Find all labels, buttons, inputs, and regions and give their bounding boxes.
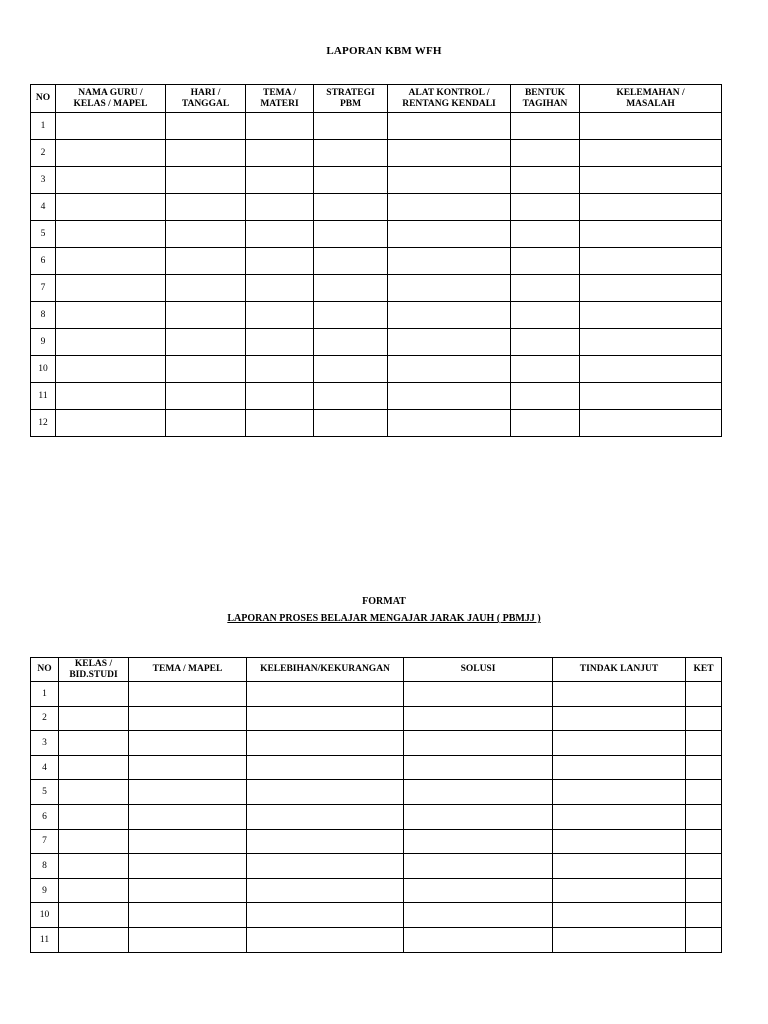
empty-cell[interactable]	[553, 804, 686, 829]
report1-col-header	[314, 85, 388, 113]
empty-cell[interactable]	[56, 383, 166, 410]
row-number: 7	[31, 829, 59, 854]
empty-cell[interactable]	[511, 356, 580, 383]
empty-cell[interactable]	[314, 275, 388, 302]
empty-cell[interactable]	[511, 194, 580, 221]
report2-col-header-line: TEMA / MAPEL	[152, 664, 223, 674]
empty-cell[interactable]	[56, 248, 166, 275]
empty-cell[interactable]	[686, 903, 722, 928]
empty-cell[interactable]	[388, 167, 511, 194]
empty-cell[interactable]	[553, 854, 686, 879]
empty-cell[interactable]	[129, 755, 247, 780]
row-number: 9	[31, 878, 59, 903]
empty-cell[interactable]	[246, 140, 314, 167]
empty-cell[interactable]	[166, 113, 246, 140]
report1-col-header-line: PBM	[339, 98, 362, 109]
report2-col-header	[59, 658, 129, 682]
report1-col-header-line: TEMA /	[263, 87, 296, 98]
empty-cell[interactable]	[388, 140, 511, 167]
empty-cell[interactable]	[580, 167, 722, 194]
empty-cell[interactable]	[511, 275, 580, 302]
empty-cell[interactable]	[246, 329, 314, 356]
report2-body	[31, 682, 722, 953]
table-row	[31, 780, 722, 805]
empty-cell[interactable]	[686, 878, 722, 903]
empty-cell[interactable]	[59, 903, 129, 928]
empty-cell[interactable]	[246, 275, 314, 302]
report1-col-header-line: ALAT KONTROL /	[408, 87, 490, 98]
empty-cell[interactable]	[56, 329, 166, 356]
empty-cell[interactable]	[129, 780, 247, 805]
empty-cell[interactable]	[56, 221, 166, 248]
empty-cell[interactable]	[56, 356, 166, 383]
empty-cell[interactable]	[314, 356, 388, 383]
empty-cell[interactable]	[56, 302, 166, 329]
empty-cell[interactable]	[404, 829, 553, 854]
empty-cell[interactable]	[388, 329, 511, 356]
empty-cell[interactable]	[247, 706, 404, 731]
table-row	[31, 167, 722, 194]
empty-cell[interactable]	[580, 356, 722, 383]
report2-col-header-line: KELEBIHAN/KEKURANGAN	[260, 664, 390, 674]
empty-cell[interactable]	[59, 804, 129, 829]
report1-col-header-line: RENTANG KENDALI	[402, 98, 496, 109]
empty-cell[interactable]	[388, 383, 511, 410]
report1-col-header-line: TANGGAL	[181, 98, 230, 109]
empty-cell[interactable]	[686, 755, 722, 780]
empty-cell[interactable]	[166, 383, 246, 410]
empty-cell[interactable]	[404, 854, 553, 879]
empty-cell[interactable]	[247, 682, 404, 707]
empty-cell[interactable]	[686, 854, 722, 879]
empty-cell[interactable]	[686, 706, 722, 731]
report1-col-header-line: KELAS / MAPEL	[73, 98, 148, 109]
empty-cell[interactable]	[511, 383, 580, 410]
empty-cell[interactable]	[580, 383, 722, 410]
table-row	[31, 140, 722, 167]
empty-cell[interactable]	[246, 194, 314, 221]
empty-cell[interactable]	[553, 829, 686, 854]
empty-cell[interactable]	[166, 356, 246, 383]
report1-col-header	[580, 85, 722, 113]
report1-col-header	[31, 85, 56, 113]
report2-header-row	[31, 658, 722, 682]
empty-cell[interactable]	[166, 167, 246, 194]
row-number: 10	[31, 356, 56, 383]
report1-col-header	[56, 85, 166, 113]
empty-cell[interactable]	[686, 829, 722, 854]
table-row	[31, 248, 722, 275]
empty-cell[interactable]	[580, 248, 722, 275]
report2-col-header-line: KELAS /	[74, 658, 113, 669]
empty-cell[interactable]	[404, 780, 553, 805]
row-number: 6	[31, 804, 59, 829]
empty-cell[interactable]	[247, 927, 404, 952]
report1-col-header	[388, 85, 511, 113]
empty-cell[interactable]	[56, 113, 166, 140]
empty-cell[interactable]	[388, 221, 511, 248]
table-row	[31, 194, 722, 221]
empty-cell[interactable]	[56, 275, 166, 302]
table-row	[31, 329, 722, 356]
empty-cell[interactable]	[56, 194, 166, 221]
empty-cell[interactable]	[166, 248, 246, 275]
empty-cell[interactable]	[247, 731, 404, 756]
row-number: 1	[31, 682, 59, 707]
table-row	[31, 854, 722, 879]
empty-cell[interactable]	[56, 167, 166, 194]
report1-col-header-line: MASALAH	[626, 98, 675, 109]
report2-table	[30, 657, 722, 953]
empty-cell[interactable]	[404, 804, 553, 829]
empty-cell[interactable]	[166, 329, 246, 356]
report1-header-row	[31, 85, 722, 113]
empty-cell[interactable]	[388, 113, 511, 140]
report1-col-header-line: NAMA GURU /	[78, 87, 143, 98]
empty-cell[interactable]	[314, 302, 388, 329]
format-label: FORMAT	[362, 596, 406, 607]
table-row	[31, 383, 722, 410]
empty-cell[interactable]	[404, 706, 553, 731]
report2-col-header-line: TINDAK LANJUT	[579, 664, 659, 674]
row-number: 2	[31, 706, 59, 731]
row-number: 7	[31, 275, 56, 302]
report2-col-header	[31, 658, 59, 682]
empty-cell[interactable]	[129, 878, 247, 903]
empty-cell[interactable]	[388, 302, 511, 329]
empty-cell[interactable]	[388, 194, 511, 221]
empty-cell[interactable]	[129, 731, 247, 756]
empty-cell[interactable]	[388, 275, 511, 302]
empty-cell[interactable]	[59, 878, 129, 903]
report1-col-header-line: TAGIHAN	[522, 98, 568, 109]
report1-col-header-line: BENTUK	[524, 87, 566, 98]
empty-cell[interactable]	[246, 356, 314, 383]
empty-cell[interactable]	[166, 410, 246, 437]
empty-cell[interactable]	[580, 410, 722, 437]
empty-cell[interactable]	[511, 248, 580, 275]
row-number: 5	[31, 780, 59, 805]
empty-cell[interactable]	[553, 903, 686, 928]
report2-col-header-line: NO	[37, 664, 52, 674]
empty-cell[interactable]	[511, 302, 580, 329]
empty-cell[interactable]	[553, 755, 686, 780]
empty-cell[interactable]	[511, 113, 580, 140]
empty-cell[interactable]	[59, 780, 129, 805]
empty-cell[interactable]	[166, 275, 246, 302]
report2-col-header	[404, 658, 553, 682]
empty-cell[interactable]	[553, 927, 686, 952]
empty-cell[interactable]	[314, 329, 388, 356]
empty-cell[interactable]	[553, 682, 686, 707]
row-number: 3	[31, 167, 56, 194]
row-number: 6	[31, 248, 56, 275]
empty-cell[interactable]	[56, 140, 166, 167]
empty-cell[interactable]	[314, 383, 388, 410]
empty-cell[interactable]	[553, 878, 686, 903]
empty-cell[interactable]	[553, 780, 686, 805]
table-row	[31, 878, 722, 903]
report1-body	[31, 113, 722, 437]
empty-cell[interactable]	[388, 248, 511, 275]
empty-cell[interactable]	[404, 878, 553, 903]
empty-cell[interactable]	[246, 167, 314, 194]
empty-cell[interactable]	[404, 755, 553, 780]
table-row	[31, 221, 722, 248]
empty-cell[interactable]	[388, 410, 511, 437]
empty-cell[interactable]	[580, 113, 722, 140]
empty-cell[interactable]	[247, 903, 404, 928]
row-number: 5	[31, 221, 56, 248]
table-row	[31, 275, 722, 302]
table-row	[31, 927, 722, 952]
empty-cell[interactable]	[511, 221, 580, 248]
report2-col-header	[686, 658, 722, 682]
empty-cell[interactable]	[553, 731, 686, 756]
table-row	[31, 356, 722, 383]
report2-title: LAPORAN PROSES BELAJAR MENGAJAR JARAK JAUH ( PBMJJ )	[227, 613, 541, 624]
empty-cell[interactable]	[686, 731, 722, 756]
empty-cell[interactable]	[129, 903, 247, 928]
empty-cell[interactable]	[580, 302, 722, 329]
empty-cell[interactable]	[129, 927, 247, 952]
empty-cell[interactable]	[247, 755, 404, 780]
empty-cell[interactable]	[388, 356, 511, 383]
empty-cell[interactable]	[246, 113, 314, 140]
empty-cell[interactable]	[129, 804, 247, 829]
empty-cell[interactable]	[580, 275, 722, 302]
empty-cell[interactable]	[59, 706, 129, 731]
empty-cell[interactable]	[247, 780, 404, 805]
empty-cell[interactable]	[247, 854, 404, 879]
report2-col-header-line: BID.STUDI	[69, 669, 118, 680]
report1-col-header	[246, 85, 314, 113]
report1-col-header-line: MATERI	[260, 98, 299, 109]
empty-cell[interactable]	[59, 829, 129, 854]
empty-cell[interactable]	[686, 927, 722, 952]
table-row	[31, 804, 722, 829]
empty-cell[interactable]	[166, 302, 246, 329]
report1-title: LAPORAN KBM WFH	[326, 45, 442, 57]
table-row	[31, 302, 722, 329]
row-number: 4	[31, 194, 56, 221]
empty-cell[interactable]	[511, 410, 580, 437]
empty-cell[interactable]	[314, 221, 388, 248]
report1-col-header	[511, 85, 580, 113]
empty-cell[interactable]	[247, 878, 404, 903]
empty-cell[interactable]	[404, 903, 553, 928]
empty-cell[interactable]	[166, 194, 246, 221]
report2-col-header-line: SOLUSI	[460, 664, 496, 674]
empty-cell[interactable]	[314, 248, 388, 275]
empty-cell[interactable]	[314, 194, 388, 221]
empty-cell[interactable]	[166, 221, 246, 248]
table-row	[31, 113, 722, 140]
table-row	[31, 755, 722, 780]
report1-col-header-line: NO	[35, 93, 51, 103]
empty-cell[interactable]	[59, 731, 129, 756]
report2-col-header	[553, 658, 686, 682]
empty-cell[interactable]	[129, 854, 247, 879]
empty-cell[interactable]	[56, 410, 166, 437]
row-number: 8	[31, 854, 59, 879]
report1-col-header	[166, 85, 246, 113]
empty-cell[interactable]	[129, 829, 247, 854]
row-number: 11	[31, 927, 59, 952]
empty-cell[interactable]	[511, 140, 580, 167]
empty-cell[interactable]	[511, 167, 580, 194]
empty-cell[interactable]	[246, 302, 314, 329]
table-row	[31, 682, 722, 707]
empty-cell[interactable]	[580, 140, 722, 167]
report1-col-header-line: HARI /	[190, 87, 221, 98]
empty-cell[interactable]	[246, 248, 314, 275]
row-number: 9	[31, 329, 56, 356]
empty-cell[interactable]	[59, 927, 129, 952]
table-row	[31, 410, 722, 437]
empty-cell[interactable]	[314, 113, 388, 140]
row-number: 10	[31, 903, 59, 928]
empty-cell[interactable]	[404, 682, 553, 707]
table-row	[31, 829, 722, 854]
empty-cell[interactable]	[246, 221, 314, 248]
empty-cell[interactable]	[314, 140, 388, 167]
empty-cell[interactable]	[59, 854, 129, 879]
empty-cell[interactable]	[129, 682, 247, 707]
table-row	[31, 731, 722, 756]
empty-cell[interactable]	[686, 682, 722, 707]
empty-cell[interactable]	[580, 221, 722, 248]
report2-col-header-line: KET	[693, 664, 714, 674]
empty-cell[interactable]	[166, 140, 246, 167]
report2-col-header	[129, 658, 247, 682]
report1-col-header-line: KELEMAHAN /	[616, 87, 685, 98]
empty-cell[interactable]	[247, 804, 404, 829]
empty-cell[interactable]	[404, 927, 553, 952]
row-number: 4	[31, 755, 59, 780]
empty-cell[interactable]	[246, 410, 314, 437]
row-number: 8	[31, 302, 56, 329]
empty-cell[interactable]	[247, 829, 404, 854]
row-number: 1	[31, 113, 56, 140]
table-row	[31, 903, 722, 928]
empty-cell[interactable]	[580, 194, 722, 221]
empty-cell[interactable]	[59, 682, 129, 707]
empty-cell[interactable]	[404, 731, 553, 756]
empty-cell[interactable]	[686, 804, 722, 829]
table-row	[31, 706, 722, 731]
row-number: 3	[31, 731, 59, 756]
row-number: 2	[31, 140, 56, 167]
row-number: 11	[31, 383, 56, 410]
empty-cell[interactable]	[129, 706, 247, 731]
empty-cell[interactable]	[246, 383, 314, 410]
report1-table	[30, 84, 722, 437]
report1-col-header-line: STRATEGI	[326, 87, 375, 98]
empty-cell[interactable]	[580, 329, 722, 356]
empty-cell[interactable]	[314, 410, 388, 437]
empty-cell[interactable]	[686, 780, 722, 805]
empty-cell[interactable]	[511, 329, 580, 356]
empty-cell[interactable]	[314, 167, 388, 194]
row-number: 12	[31, 410, 56, 437]
report2-col-header	[247, 658, 404, 682]
empty-cell[interactable]	[553, 706, 686, 731]
empty-cell[interactable]	[59, 755, 129, 780]
